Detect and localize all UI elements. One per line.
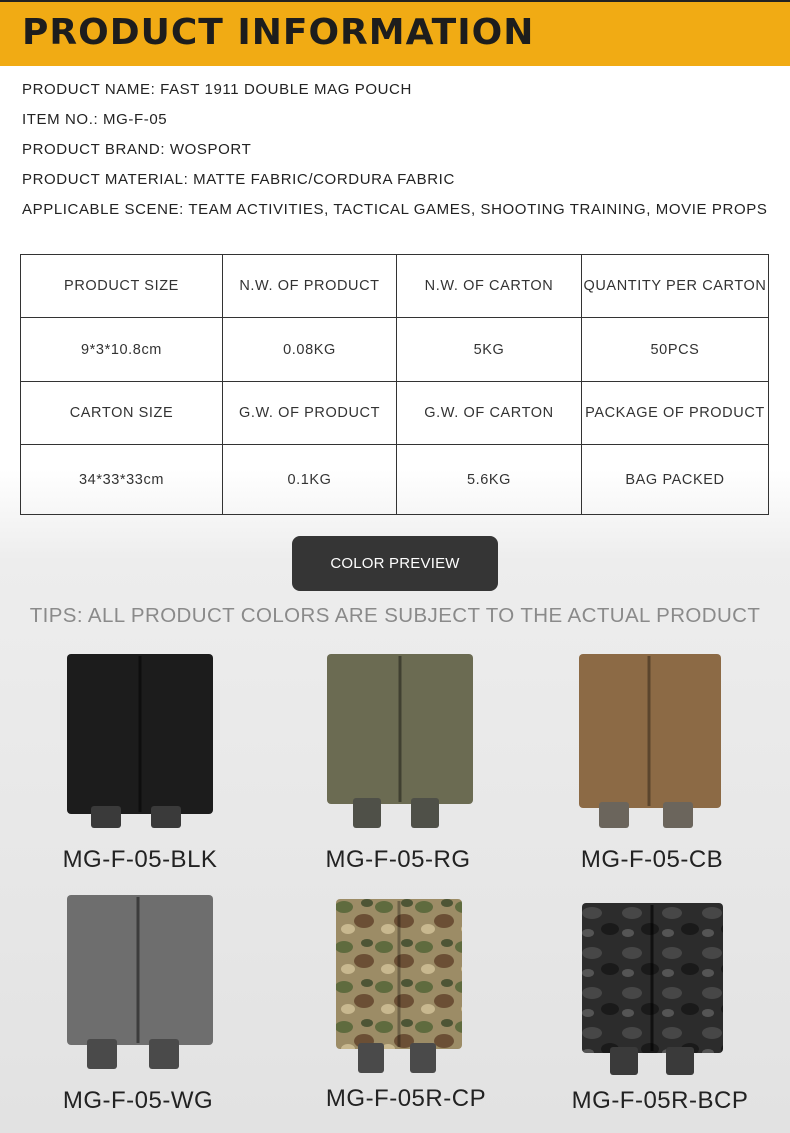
table-row [21, 255, 769, 318]
table-header-cell: G.W. OF PRODUCT [223, 382, 397, 445]
tips-text: TIPS: ALL PRODUCT COLORS ARE SUBJECT TO THE ACTUAL PRODUCT [29, 604, 761, 627]
pouch-image-cp [334, 897, 464, 1077]
table-header-cell: N.W. OF PRODUCT [223, 255, 397, 318]
pouch-image-rg [325, 652, 475, 830]
pouch-image-cb [577, 652, 727, 830]
info-brand: PRODUCT BRAND: WOSPORT [22, 141, 252, 158]
info-material: PRODUCT MATERIAL: MATTE FABRIC/CORDURA FABRIC [22, 171, 455, 188]
table-cell: 50PCS [582, 318, 769, 382]
table-cell: 0.08KG [223, 318, 397, 382]
product-label: MG-F-05R-BCP [571, 1087, 749, 1114]
table-cell: 0.1KG [223, 445, 397, 515]
product-info-list [22, 80, 767, 230]
info-item-no: ITEM NO.: MG-F-05 [22, 111, 168, 128]
specs-table [20, 254, 769, 515]
pouch-rg-icon [325, 652, 475, 830]
table-cell: 34*33*33cm [21, 445, 223, 515]
table-header-cell: PRODUCT SIZE [21, 255, 223, 318]
pouch-bcp-icon [580, 901, 725, 1081]
header-banner [0, 0, 790, 66]
product-label: MG-F-05-BLK [62, 846, 218, 873]
table-row [21, 445, 769, 515]
table-cell: 5.6KG [397, 445, 582, 515]
product-label: MG-F-05-WG [62, 1087, 214, 1114]
info-product-name: PRODUCT NAME: FAST 1911 DOUBLE MAG POUCH [22, 81, 412, 98]
color-preview-button[interactable]: COLOR PREVIEW [292, 536, 498, 591]
info-scene: APPLICABLE SCENE: TEAM ACTIVITIES, TACTICAL GAMES, SHOOTING TRAINING, MOVIE PROPS [22, 201, 768, 218]
table-header-cell: CARTON SIZE [21, 382, 223, 445]
table-row [21, 382, 769, 445]
pouch-image-bcp [580, 901, 725, 1081]
table-header-cell: G.W. OF CARTON [397, 382, 582, 445]
product-label: MG-F-05-RG [325, 846, 471, 873]
pouch-cp-icon [334, 897, 464, 1077]
page-title: PRODUCT INFORMATION [22, 12, 535, 53]
pouch-blk-icon [65, 652, 215, 830]
pouch-image-blk [65, 652, 215, 830]
table-header-cell: QUANTITY PER CARTON [582, 255, 769, 318]
product-label: MG-F-05R-CP [325, 1085, 487, 1112]
table-row [21, 318, 769, 382]
product-label: MG-F-05-CB [580, 846, 724, 873]
table-cell: 5KG [397, 318, 582, 382]
pouch-wg-icon [65, 893, 215, 1073]
table-cell: BAG PACKED [582, 445, 769, 515]
pouch-cb-icon [577, 652, 727, 830]
table-header-cell: PACKAGE OF PRODUCT [582, 382, 769, 445]
pouch-image-wg [65, 893, 215, 1073]
table-header-cell: N.W. OF CARTON [397, 255, 582, 318]
table-cell: 9*3*10.8cm [21, 318, 223, 382]
